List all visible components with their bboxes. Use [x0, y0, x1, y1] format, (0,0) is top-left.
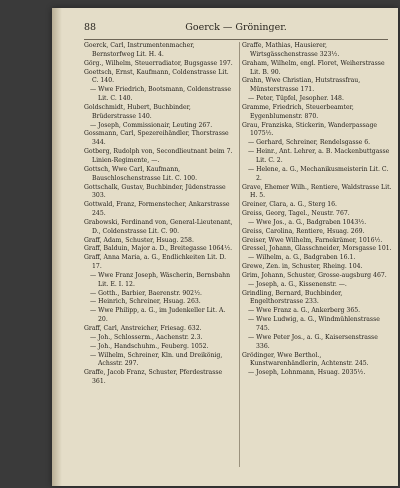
directory-entry: — Joh., Handschuhm., Feuberg. 1052. [90, 342, 209, 350]
directory-entry: Gottsch, Wwe Carl, Kaufmann, Bauschloschenstrasse Lit. C. 100. [84, 165, 198, 182]
directory-entry: Grim, Johann, Schuster, Grosse-augsburg 467. [242, 271, 387, 279]
running-head: Goerck — Gröninger. [185, 22, 287, 33]
directory-entry: Greiser, Wwe Wilhelm, Farnekrämer, 1016½. [242, 236, 383, 244]
directory-entry: — Joseph, Commissionair, Leuting 267. [90, 121, 213, 129]
directory-entry: — Wwe Franz Joseph, Wäscherin, Bernsbahn Lit. E. I. 12. [90, 271, 231, 288]
column-divider [239, 42, 240, 467]
directory-entry: Grödinger, Wwe Berthol., Kunstwarenhändlerin, Achtenstr. 245. [242, 351, 369, 368]
directory-entry: Graffe, Jacob Franz, Schuster, Pferdestrasse 361. [84, 369, 223, 386]
directory-entry: Graff, Anna Maria, a. G., Endlichkeiten Lit. D. 17. [84, 254, 227, 271]
directory-entry: — Wilhelm, a. G., Badgraben 16.1. [248, 254, 356, 262]
directory-entry: — Wwe Ludwig, a. G., Windmühlenstrasse 745. [248, 316, 380, 332]
directory-entry: Greiss, Georg, Tagel., Neustr. 767. [242, 210, 350, 218]
directory-entry: Goettsch, Ernst, Kaufmann, Coldenstrasse Lit. C. 140. [84, 68, 229, 85]
directory-entry: — Wwe Jos., a. G., Badgraben 1043½. [248, 218, 367, 226]
directory-entry: — Wilhelm, Schreiner, Kln. und Dreikönig, Achsstr. 297. [90, 351, 223, 368]
directory-entry: Gramme, Friedrich, Steuerbeamter, Eygenblumenstr. 870. [242, 103, 354, 120]
directory-entry: Gottwald, Franz, Formenstecher, Ankarstrasse 245. [84, 201, 230, 218]
directory-entry: — Joh., Schlosserm., Aachenstr. 2.3. [90, 333, 203, 341]
directory-entry: Grau, Franziska, Stickerin, Wanderpassage 1075½. [242, 121, 378, 138]
directory-entry: Grindling, Bernard, Buchbinder, Engelthorstrasse 233. [242, 289, 343, 306]
directory-entry: Greiss, Carolina, Rentiere, Hsuag. 269. [242, 227, 365, 235]
directory-entry: Gotberg, Rudolph von, Secondlieutnant beim 7. Linien-Regimente, —. [84, 148, 233, 164]
directory-entry: Grabowski, Ferdinand von, General-Lieutenant, D., Coldenstrasse Lit. C. 90. [84, 218, 233, 235]
directory-entry: Gressel, Johann, Glasschneider, Morsgasse 101. [242, 245, 392, 253]
directory-entry: — Joseph, Lohnmann, Hsuag. 2035½. [248, 369, 366, 377]
directory-entry: Grahn, Wwe Christian, Hutstrassfrau, Münsterstrasse 171. [242, 77, 361, 94]
directory-entry: Graffe, Mathias, Hausierer, Wirtsgässchenstrasse 323½. [242, 42, 340, 58]
page-gutter [52, 8, 62, 486]
directory-entry: Graff, Carl, Anstreicher, Friesag. 632. [84, 325, 202, 332]
directory-entry: Gossmann, Carl, Spezereihändler, Thorstrasse 344. [84, 130, 229, 147]
directory-entry: — Peter, Tüpfel, Jesopher. 148. [248, 95, 344, 103]
book-page [52, 8, 398, 486]
directory-entry: Graff, Balduin, Major a. D., Breitegasse 1064½. [84, 245, 233, 253]
directory-entry: — Heinrich, Schreiner, Hsuag. 263. [90, 298, 201, 306]
directory-entry: — Joseph, a. G., Kissenenstr. —. [248, 280, 347, 288]
header-rule [84, 39, 388, 40]
directory-entry: Grewe, Zen. in, Schuster, Rheing. 104. [242, 263, 363, 271]
directory-entry: — Wwe Philipp, a. G., im Judenkeller Lit. A. 20. [90, 307, 226, 324]
page-number: 88 [84, 22, 97, 33]
directory-entry: — Gotth., Barbier, Baerenstr. 902½. [90, 289, 202, 297]
page-header [84, 22, 388, 36]
directory-entry: Gottschalk, Gustav, Buchbinder, Jüdenstrasse 303. [84, 183, 226, 200]
right-column [242, 42, 392, 378]
left-column [84, 42, 236, 387]
directory-entry: Greiner, Clara, a. G., Sterg 16. [242, 201, 338, 209]
directory-entry: — Wwe Peter Jos., a. G., Kaisersenstrasse 336. [248, 333, 378, 350]
directory-entry: Graham, Wilhelm, engl. Floret, Weiherstrasse Lit. B. 90. [242, 59, 385, 76]
directory-entry: Goerck, Carl, Instrumentenmacher, Bernstorfweg Lit. H. 4. [84, 42, 195, 58]
directory-entry: Graff, Adam, Schuster, Hsuag. 258. [84, 236, 194, 244]
directory-entry: Grave, Ehemer Wilh., Rentiere, Waldstrasse Lit. H. 5. [242, 183, 392, 200]
directory-entry: — Wwe Franz a. G., Ankerberg 365. [248, 307, 361, 315]
directory-entry: — Gerhard, Schreiner, Rendelsgasse 6. [248, 139, 371, 147]
directory-entry: Goldschmidt, Hubert, Buchbinder, Brüderstrasse 140. [84, 103, 191, 120]
directory-entry: — Wwe Friedrich, Bootsmann, Coldenstrasse Lit. C. 140. [90, 86, 232, 103]
directory-entry: Görg., Wilhelm, Steuerradiator, Bugsgasse 197. [84, 59, 233, 67]
directory-entry: — Helene, a. G., Mechanikusmeisterin Lit. C. 2. [248, 165, 389, 182]
directory-entry: — Heinr., Ant. Lehrer, a. B. Mackenbuttgasse Lit. C. 2. [248, 148, 390, 164]
